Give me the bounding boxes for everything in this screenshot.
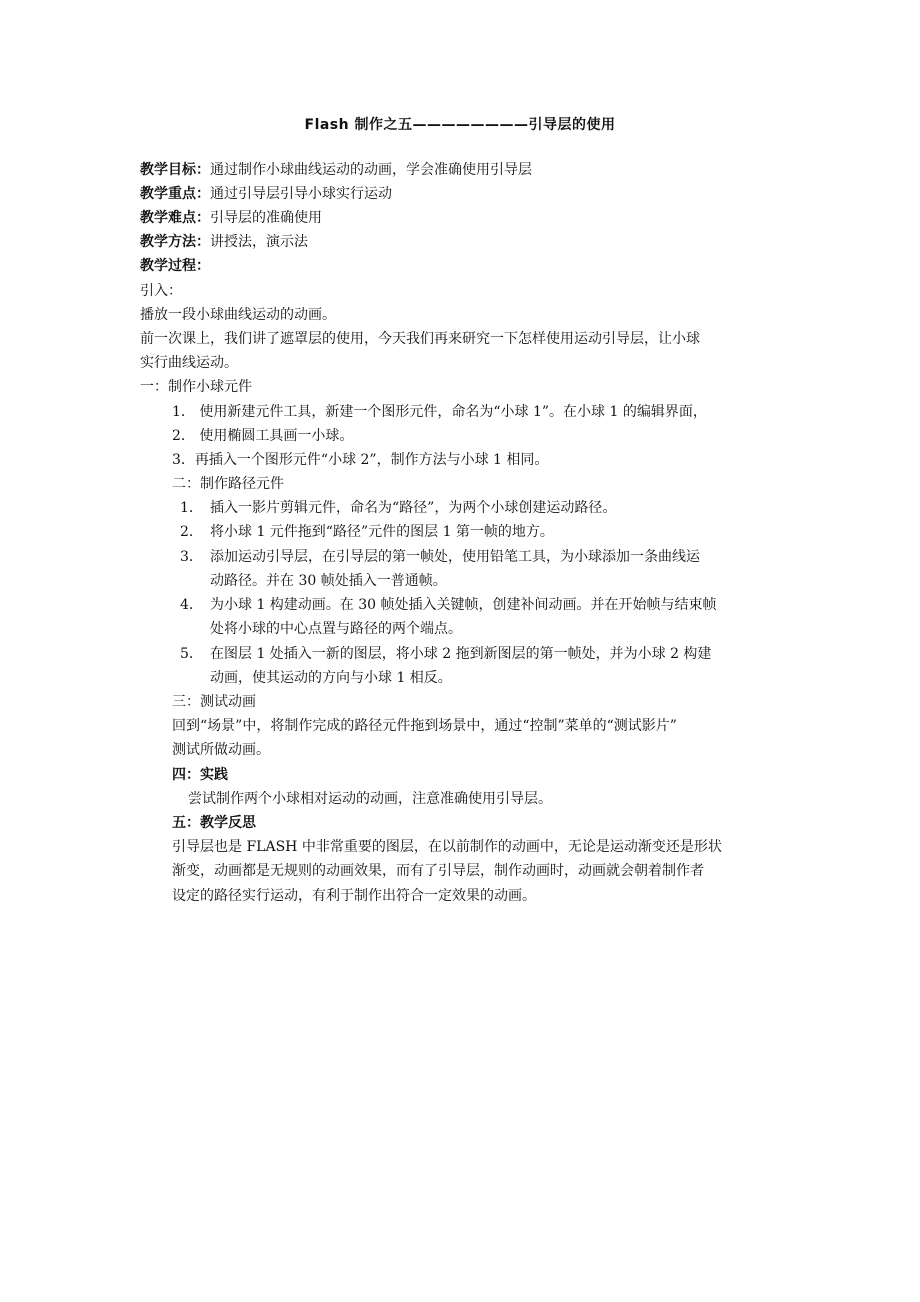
key-point-label: 教学重点： [140,186,210,202]
section2-item-5-text-line-2: 动画，使其运动的方向与小球 1 相反。 [210,670,452,686]
section4-heading: 四：实践 [172,767,228,783]
intro-paragraph-1: 播放一段小球曲线运动的动画。 [140,307,336,323]
intro-heading: 引入： [140,283,182,299]
process-label: 教学过程： [140,258,210,274]
difficulty-line [140,208,322,228]
key-point-value: 通过引导层引导小球实行运动 [210,186,392,202]
section2-item-5-text-line-1: 在图层 1 处插入一新的图层，将小球 2 拖到新图层的第一帧处，并为小球 2 构建 [210,646,712,662]
section3-line-2: 测试所做动画。 [172,742,270,758]
section2-item-1-text: 插入一影片剪辑元件，命名为“路径”，为两个小球创建运动路径。 [210,500,617,516]
section2-item-4-number: 4． [180,597,203,613]
section3-heading: 三：测试动画 [172,694,256,710]
section1-item-3: 3．再插入一个图形元件“小球 2”，制作方法与小球 1 相同。 [172,452,549,468]
section2-item-2-text: 将小球 1 元件拖到“路径”元件的图层 1 第一帧的地方。 [210,524,554,540]
objective-line [140,160,532,180]
section5-heading: 五：教学反思 [172,815,256,831]
difficulty-label: 教学难点： [140,210,210,226]
difficulty-value: 引导层的准确使用 [210,210,322,226]
section2-item-4-text-line-2: 处将小球的中心点置与路径的两个端点。 [210,621,462,637]
section2-item-5-number: 5． [180,646,203,662]
section5-line-2: 渐变，动画都是无规则的动画效果，而有了引导层，制作动画时，动画就会朝着制作者 [172,863,704,879]
section2-item-1-number: 1． [180,500,203,516]
objective-value: 通过制作小球曲线运动的动画，学会准确使用引导层 [210,162,532,178]
intro-paragraph-2-line-2: 实行曲线运动。 [140,355,238,371]
process-line [140,256,210,276]
document-title: Flash 制作之五————————引导层的使用 [304,117,616,133]
section2-heading: 二：制作路径元件 [172,476,284,492]
section4-text: 尝试制作两个小球相对运动的动画，注意准确使用引导层。 [188,791,552,807]
section5-line-1: 引导层也是 FLASH 中非常重要的图层，在以前制作的动画中，无论是运动渐变还是形状 [172,839,722,855]
section2-item-4-text-line-1: 为小球 1 构建动画。在 30 帧处插入关键帧，创建补间动画。并在开始帧与结束帧 [210,597,717,613]
section5-line-3: 设定的路径实行运动，有利于制作出符合一定效果的动画。 [172,888,536,904]
section2-item-3-text-line-2: 动路径。并在 30 帧处插入一普通帧。 [210,573,447,589]
section3-line-1: 回到“场景”中，将制作完成的路径元件拖到场景中，通过“控制”菜单的“测试影片” [172,718,677,734]
method-value: 讲授法，演示法 [210,234,308,250]
section1-item-2: 2． 使用椭圆工具画一小球。 [172,428,354,444]
section2-item-2-number: 2． [180,524,203,540]
method-label: 教学方法： [140,234,210,250]
method-line [140,232,308,252]
objective-label: 教学目标： [140,162,210,178]
section1-heading: 一：制作小球元件 [140,379,252,395]
section2-item-3-number: 3． [180,549,203,565]
section2-item-3-text-line-1: 添加运动引导层，在引导层的第一帧处，使用铅笔工具，为小球添加一条曲线运 [210,549,700,565]
section1-item-1: 1． 使用新建元件工具，新建一个图形元件，命名为“小球 1”。在小球 1 的编辑界面， [172,404,707,420]
key-point-line [140,184,392,204]
intro-paragraph-2-line-1: 前一次课上，我们讲了遮罩层的使用，今天我们再来研究一下怎样使用运动引导层，让小球 [140,331,700,347]
